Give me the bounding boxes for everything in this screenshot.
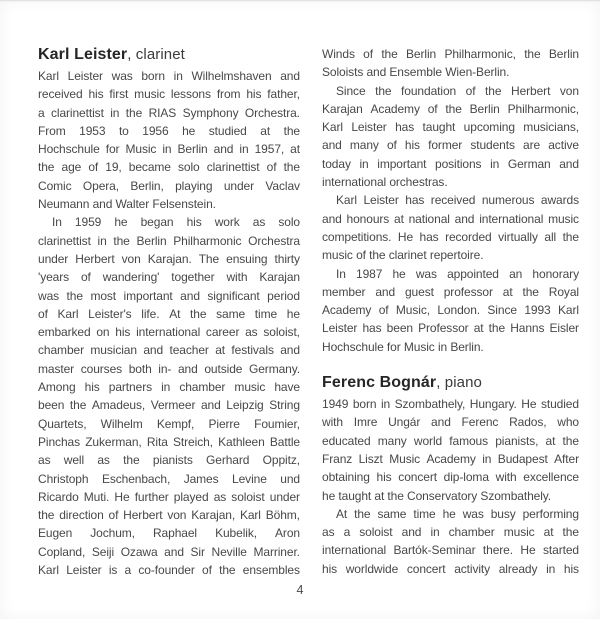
text-line: Hochschule for Music in Berlin. — [322, 339, 484, 354]
page-number: 4 — [296, 583, 304, 597]
text-line: the age of 19, became solo clarinettist of the — [38, 160, 300, 175]
text-line: Franz Liszt Music Academy in Budapest After — [322, 451, 579, 466]
text-line: as well as the pianists Gerhard Oppitz, — [38, 453, 300, 468]
artist-role: , piano — [436, 374, 482, 392]
text-line: From 1953 to 1956 he studied at the — [38, 123, 300, 138]
text-line: chamber musician and teacher at festivals and — [38, 343, 300, 358]
text-line: Eugen Jochum, Raphael Kubelik, Aron — [38, 526, 300, 541]
text-line: the direction of Herbert von Karajan, Karl Böhm, — [38, 508, 300, 523]
text-line: In 1987 he was appointed an honorary — [336, 266, 579, 281]
text-line: Karl Leister is a co-founder of the ensembles — [38, 563, 300, 578]
section-heading — [38, 45, 300, 64]
text-line: competitions. He has recorded virtually all the — [322, 229, 579, 244]
text-line: Soloists and Ensemble Wien-Berlin. — [322, 65, 510, 80]
text-line: Karl Leister has received numerous awards — [336, 193, 579, 208]
text-line: master courses both in- and outside Germany. — [38, 361, 300, 376]
text-line: Leister has been Professor at the Hanns Eisler — [322, 321, 579, 336]
text-line: of Karl Leister's life. At the same time he — [38, 306, 300, 321]
text-line: received his first music lessons from his father, — [38, 87, 300, 102]
text-line: international orchestras. — [322, 175, 448, 190]
section-heading — [322, 373, 579, 392]
text-line: and many of his former students are active — [322, 138, 579, 153]
text-line: Winds of the Berlin Philharmonic, the Berlin — [322, 47, 579, 61]
text-line: Ricardo Muti. He further played as soloist under — [38, 489, 300, 504]
text-line: Since the foundation of the Herbert von — [336, 83, 579, 98]
text-line: educated many world famous pianists, at the — [322, 433, 579, 448]
text-line: today in important positions in German and — [322, 156, 579, 171]
artist-name: Ferenc Bognár — [322, 374, 437, 392]
text-line: international Bartók-Seminar there. He started — [322, 543, 579, 558]
text-line: embarked on his international career as soloist, — [38, 325, 300, 340]
text-line: Comic Opera, Berlin, playing under Vaclav — [38, 178, 300, 193]
text-line: been the Amadeus, Vermeer and Leipzig String — [38, 398, 300, 413]
text-line: music of the clarinet repertoire. — [322, 248, 484, 263]
text-line: a clarinettist in the RIAS Symphony Orchestra. — [38, 105, 300, 120]
text-line: Among his partners in chamber music have — [38, 380, 300, 395]
right-column — [322, 45, 579, 578]
artist-name: Karl Leister — [38, 46, 128, 63]
text-line: he taught at the Conservatory Szombathely. — [322, 488, 552, 503]
text-line: with Imre Ungár and Ferenc Rados, who — [322, 415, 579, 430]
text-line: Karl Leister was born in Wilhelmshaven and — [38, 69, 300, 83]
text-line: clarinettist in the Berlin Philharmonic Orchestra — [38, 233, 300, 248]
text-line: Copland, Seiji Ozawa and Sir Neville Marriner. — [38, 544, 300, 559]
text-line: his worldwide concert activity already in his — [322, 561, 579, 576]
text-line: Karajan Academy of the Berlin Philharmonic, — [322, 101, 579, 116]
text-line: Quartets, Wilhelm Kempf, Pierre Foumier, — [38, 416, 300, 431]
text-line: Neumann and Walter Felsenstein. — [38, 197, 216, 212]
text-line: Pinchas Zukerman, Rita Streich, Kathleen Battle — [38, 434, 300, 449]
text-line: as a soloist and in chamber music at the — [322, 525, 579, 540]
text-line: 'years of wandering' together with Karajan — [38, 270, 300, 285]
text-line: obtaining his concert dip-loma with excellence — [322, 470, 579, 485]
text-line: Academy of Music, London. Since 1993 Karl — [322, 303, 579, 318]
artist-role: , clarinet — [127, 46, 185, 63]
text-line: was the most important and significant period — [38, 288, 300, 303]
text-line: Karl Leister has taught upcoming musicians, — [322, 120, 579, 135]
text-line: and honours at national and international music — [322, 211, 579, 226]
left-column — [38, 45, 300, 579]
text-line: Christoph Eschenbach, James Levine und — [38, 471, 300, 486]
text-line: In 1959 he began his work as solo — [52, 215, 300, 230]
text-line: At the same time he was busy performing — [336, 506, 579, 521]
text-line: 1949 born in Szombathely, Hungary. He studied — [322, 397, 579, 412]
text-line: Hochschule for Music in Berlin and in 1957, at — [38, 142, 300, 157]
text-line: under Herbert von Karajan. The ensuing thirty — [38, 251, 300, 266]
text-line: member and guest professor at the Royal — [322, 284, 579, 299]
